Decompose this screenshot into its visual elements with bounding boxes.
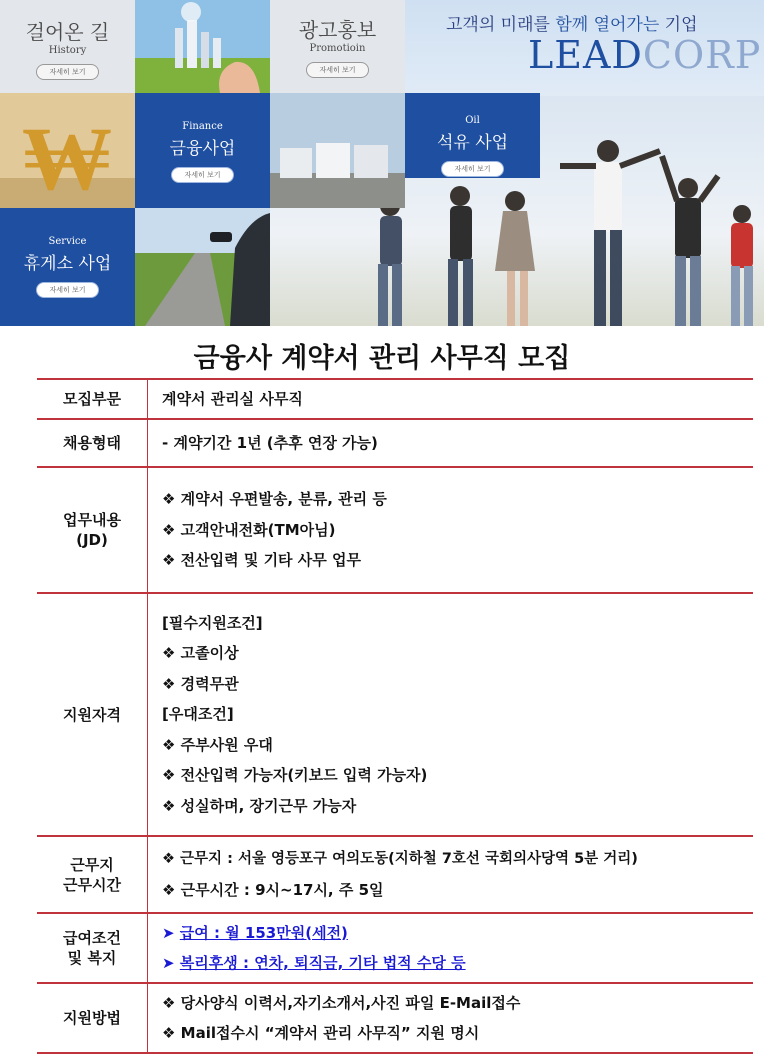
table-row-location-hours [37, 836, 753, 913]
row-value-job-description [148, 467, 754, 593]
row-label-salary-benefits [37, 913, 148, 983]
table-row-employment-type [37, 419, 753, 467]
table-row-qualifications [37, 593, 753, 836]
tile-history-title: 걸어온 길 [25, 20, 110, 44]
list-item: ❖ 고졸이상 [162, 644, 239, 663]
salary-link[interactable]: 급여 : 월 153만원(세전) [179, 923, 348, 942]
hero-banner [0, 0, 764, 326]
row-label-employment-type: 채용형태 [37, 419, 148, 467]
list-item: ❖ 근무지 : 서울 영등포구 여의도동(지하철 7호선 국회의사당역 5분 거리) [162, 851, 638, 867]
tile-promotion[interactable] [270, 0, 405, 93]
list-item: ❖ 전산입력 및 기타 사무 업무 [162, 551, 361, 570]
tile-history-en: History [48, 45, 87, 56]
tile-finance[interactable] [135, 93, 270, 208]
row-label-qualifications: 지원자격 [37, 593, 148, 836]
list-item: ❖ 성실하며, 장기근무 가능자 [162, 796, 357, 815]
table-row-how-to-apply [37, 983, 753, 1053]
employment-type-line: - 계약기간 1년 (추후 연장 가능) [162, 433, 378, 452]
list-item: ❖ 주부사원 우대 [162, 735, 273, 754]
tile-finance-title: 금융사업 [169, 139, 236, 159]
tile-oil-more-button[interactable]: 자세히 보기 [441, 161, 503, 177]
arrow-icon: ➤ [162, 923, 180, 942]
job-info-table [37, 378, 753, 1054]
tile-history-more-button[interactable]: 자세히 보기 [36, 64, 98, 80]
svg-text:₩: ₩ [22, 105, 112, 208]
tile-service-title: 휴게소 사업 [23, 254, 112, 274]
row-label-how-to-apply: 지원방법 [37, 983, 148, 1053]
table-row-salary-benefits [37, 913, 753, 983]
benefits-link[interactable]: 복리후생 : 연차, 퇴직금, 기타 법적 수당 등 [179, 954, 466, 972]
row-value-salary-benefits [148, 913, 754, 983]
row-value-department [148, 379, 754, 419]
jd-label-line1: 업무내용 [63, 511, 121, 529]
section-heading: [우대조건] [162, 705, 234, 724]
tile-finance-more-button[interactable]: 자세히 보기 [171, 167, 233, 183]
tile-service[interactable] [0, 208, 135, 326]
tile-promotion-en: Promotioin [309, 43, 366, 54]
tile-promotion-title: 광고홍보 [298, 18, 377, 42]
tile-finance-en: Finance [182, 121, 223, 132]
department-line: 계약서 관리실 사무직 [162, 389, 303, 408]
row-label-department: 모집부문 [37, 379, 148, 419]
tile-service-more-button[interactable]: 자세히 보기 [36, 282, 98, 298]
page-title: 금융사 계약서 관리 사무직 모집 [193, 343, 571, 374]
table-row-job-description [37, 467, 753, 593]
tile-history[interactable] [0, 0, 135, 93]
money-sign-photo [0, 93, 135, 208]
list-item: ❖ 전산입력 가능자(키보드 입력 가능자) [162, 766, 428, 785]
list-item: ❖ 당사양식 이력서,자기소개서,사진 파일 E-Mail접수 [162, 993, 521, 1012]
salary-label-line2: 및 복지 [67, 949, 117, 967]
section-heading: [필수지원조건] [162, 613, 263, 632]
oil-tanks-photo [270, 93, 405, 208]
location-label-line2: 근무시간 [63, 875, 121, 894]
location-label-line1: 근무지 [70, 855, 114, 874]
row-value-location-hours [148, 836, 754, 913]
arrow-icon: ➤ [162, 954, 180, 972]
salary-line[interactable] [162, 918, 753, 949]
row-value-qualifications [148, 593, 754, 836]
leadcorp-logo: LEADCORP [528, 33, 762, 77]
tile-oil[interactable] [405, 93, 540, 178]
hand-city-photo [135, 0, 270, 93]
salary-label-line1: 급여조건 [63, 929, 121, 947]
list-item: ❖ 계약서 우편발송, 분류, 관리 등 [162, 490, 387, 509]
row-value-employment-type [148, 419, 754, 467]
table-row-department [37, 379, 753, 419]
slogan: 고객의 미래를 함께 열어가는 기업 [446, 15, 698, 35]
list-item: ❖ 경력무관 [162, 674, 239, 693]
tile-oil-en: Oil [465, 115, 480, 126]
list-item: ❖ 고객안내전화(TM아님) [162, 520, 336, 539]
road-car-photo [135, 208, 270, 326]
row-value-how-to-apply [148, 983, 754, 1053]
row-label-job-description [37, 467, 148, 593]
benefits-line[interactable] [162, 948, 753, 979]
tile-promotion-more-button[interactable]: 자세히 보기 [306, 62, 368, 78]
list-item: ❖ 근무시간 : 9시~17시, 주 5일 [162, 880, 384, 899]
tile-service-en: Service [48, 236, 87, 247]
jd-label-line2: (JD) [76, 531, 108, 549]
row-label-location-hours [37, 836, 148, 913]
list-item: ❖ Mail접수시 “계약서 관리 사무직” 지원 명시 [162, 1024, 480, 1042]
tile-oil-title: 석유 사업 [436, 133, 509, 153]
